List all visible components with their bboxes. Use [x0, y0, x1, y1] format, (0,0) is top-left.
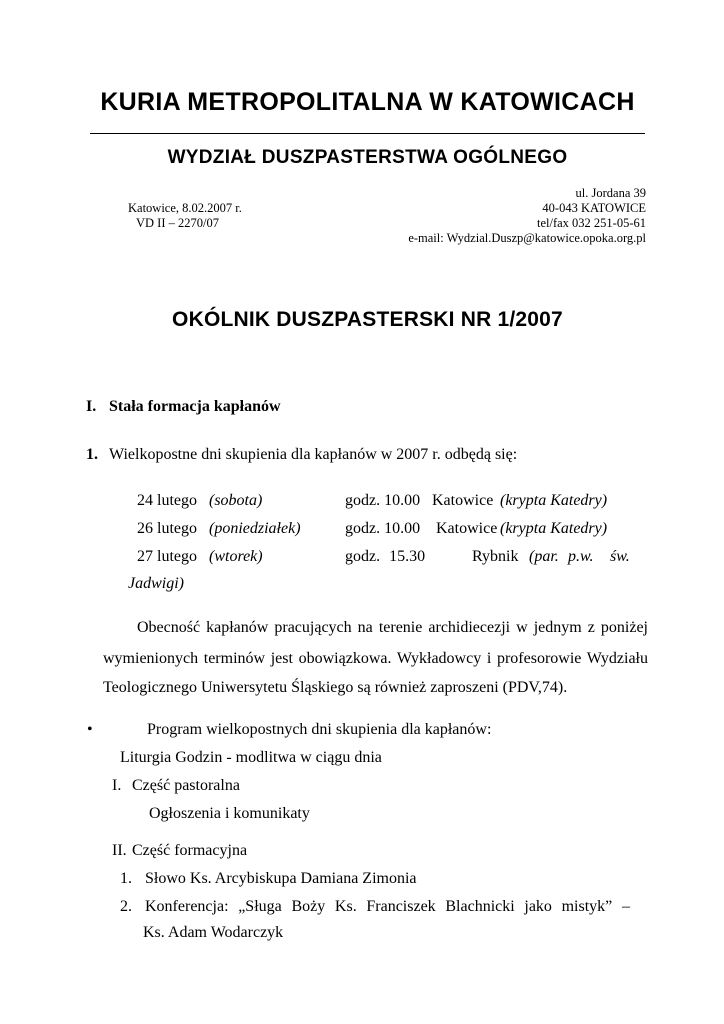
list-item-word: Blachnicki	[445, 898, 515, 915]
schedule-place: Katowice	[432, 492, 494, 509]
program-heading: Program wielkopostnych dni skupienia dla kapłanów:	[147, 721, 492, 738]
schedule-day: (poniedziałek)	[209, 520, 301, 537]
phone-fax: tel/fax 032 251-05-61	[536, 216, 646, 230]
paragraph-line: Obecność kapłanów pracujących na terenie archidiecezji w jednym z poniżej	[137, 619, 648, 636]
schedule-time: godz. 10.00	[345, 492, 421, 509]
paragraph-line: wymienionych terminów jest obowiązkowa. Wykładowcy i profesorowie Wydziału	[103, 650, 648, 667]
item-number: 1.	[86, 446, 98, 463]
list-item-text	[145, 898, 630, 916]
department-title: WYDZIAŁ DUSZPASTERSTWA OGÓLNEGO	[167, 147, 568, 168]
document-title: OKÓLNIK DUSZPASTERSKI NR 1/2007	[172, 308, 563, 331]
list-item-word: Franciszek	[366, 898, 436, 915]
schedule-venue: (krypta Katedry)	[500, 492, 608, 509]
list-item-word: Konferencja:	[145, 898, 229, 915]
list-item-word: Ks.	[334, 898, 357, 915]
item-text: Wielkopostne dni skupienia dla kapłanów w 2007 r. odbędą się:	[109, 446, 518, 463]
part-title: Część pastoralna	[132, 777, 240, 794]
list-item-word: „Sługa	[238, 898, 282, 915]
schedule-date: 27 lutego	[137, 548, 197, 565]
schedule-time: godz. 10.00	[345, 520, 421, 537]
schedule-venue-continued: Jadwigi)	[128, 575, 184, 592]
list-item-word: mistyk”	[561, 898, 613, 915]
list-item-text-continued: Ks. Adam Wodarczyk	[143, 924, 284, 941]
list-item-word: Boży	[291, 898, 326, 915]
institution-title: KURIA METROPOLITALNA W KATOWICACH	[100, 88, 635, 116]
part-number: II.	[112, 842, 127, 859]
schedule-place: Rybnik	[472, 548, 519, 565]
schedule-place: Katowice	[436, 520, 498, 537]
schedule-venue-part: (par.	[529, 548, 559, 565]
part-number: I.	[112, 777, 122, 794]
address-city: 40-043 KATOWICE	[542, 201, 646, 215]
schedule-venue-part: p.w.	[568, 548, 594, 565]
section-number: I.	[86, 398, 97, 415]
paragraph-line: Teologicznego Uniwersytetu Śląskiego są również zaproszeni (PDV,74).	[103, 679, 568, 696]
program-liturgy: Liturgia Godzin - modlitwa w ciągu dnia	[120, 749, 382, 766]
place-date: Katowice, 8.02.2007 r.	[128, 201, 242, 215]
address-street: ul. Jordana 39	[575, 186, 646, 200]
schedule-day: (sobota)	[209, 492, 263, 509]
schedule-date: 26 lutego	[137, 520, 197, 537]
list-item-word: –	[621, 898, 630, 915]
schedule-day: (wtorek)	[209, 548, 263, 565]
header-rule	[90, 133, 645, 134]
schedule-venue-part: św.	[610, 548, 630, 565]
list-item-number: 1.	[120, 870, 132, 887]
email-address: e-mail: Wydzial.Duszp@katowice.opoka.org.pl	[408, 231, 646, 245]
part-item: Ogłoszenia i komunikaty	[149, 805, 310, 822]
part-title: Część formacyjna	[132, 842, 248, 859]
schedule-venue: (krypta Katedry)	[500, 520, 608, 537]
schedule-time: godz. 15.30	[345, 548, 426, 565]
section-title: Stała formacja kapłanów	[109, 398, 281, 415]
bullet-icon: •	[87, 721, 93, 738]
list-item-text: Słowo Ks. Arcybiskupa Damiana Zimonia	[145, 870, 417, 887]
list-item-word: jako	[524, 898, 552, 915]
reference-number: VD II – 2270/07	[136, 216, 219, 230]
list-item-number: 2.	[120, 898, 132, 915]
schedule-date: 24 lutego	[137, 492, 197, 509]
